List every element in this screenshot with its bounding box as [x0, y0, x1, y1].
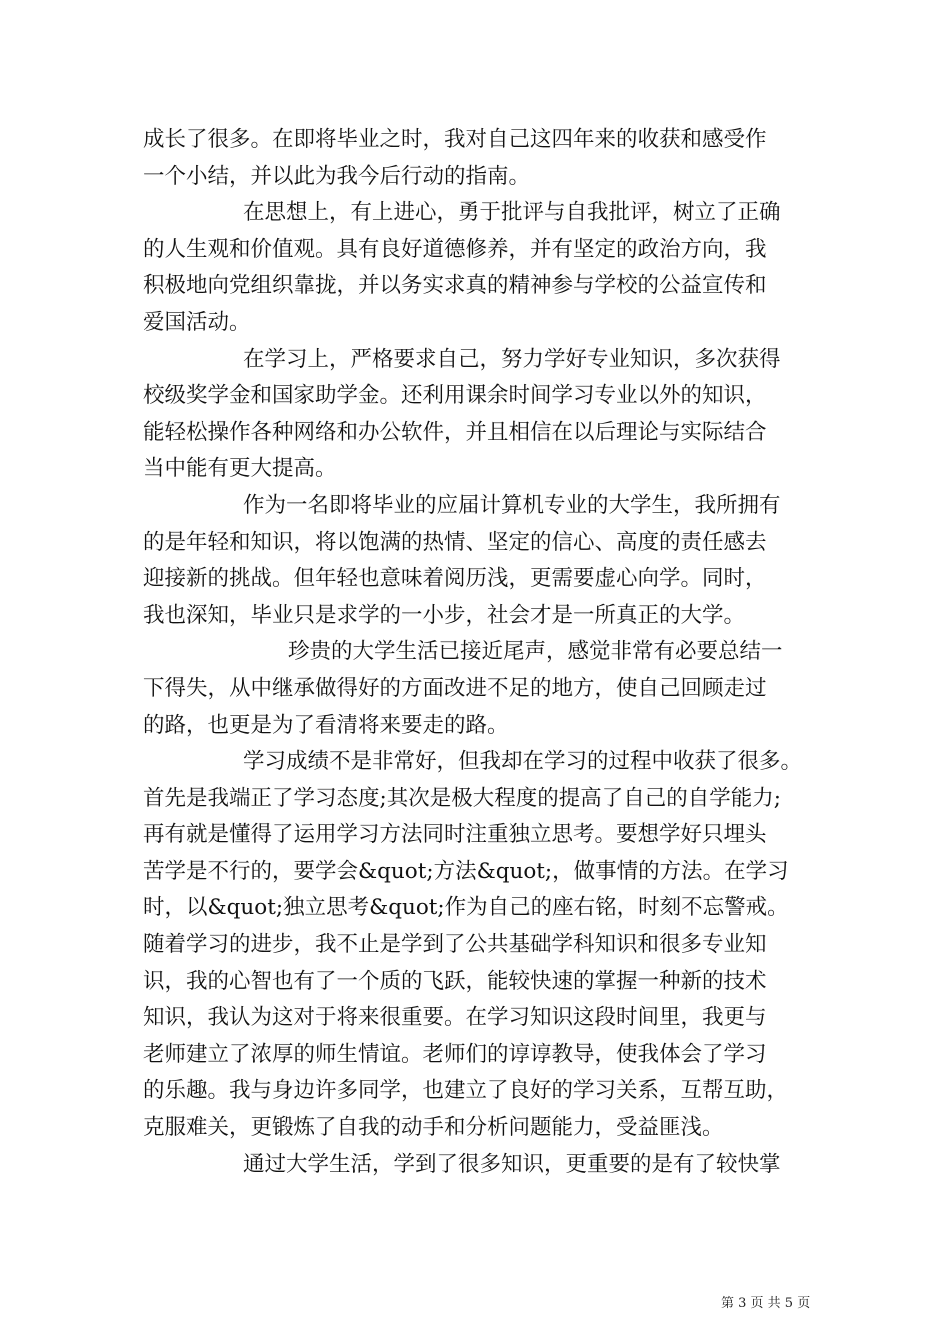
text-line: 知识，我认为这对于将来很重要。在学习知识这段时间里，我更与: [143, 1005, 767, 1031]
text-line: 的是年轻和知识，将以饱满的热情、坚定的信心、高度的责任感去: [143, 529, 767, 555]
text-line: 通过大学生活，学到了很多知识，更重要的是有了较快掌: [243, 1151, 781, 1177]
text-line: 在学习上，严格要求自己，努力学好专业知识，多次获得: [243, 346, 781, 372]
text-line: 下得失，从中继承做得好的方面改进不足的地方，使自己回顾走过: [143, 675, 767, 701]
text-line: 迎接新的挑战。但年轻也意味着阅历浅，更需要虚心向学。同时，: [143, 566, 767, 592]
text-line: 当中能有更大提高。: [143, 456, 337, 482]
document-body: [143, 122, 823, 1183]
text-line: 识，我的心智也有了一个质的飞跃，能较快速的掌握一种新的技术: [143, 968, 767, 994]
text-line: 爱国活动。: [143, 309, 251, 335]
page-number-footer: 第 3 页 共 5 页: [721, 1296, 811, 1311]
text-line: 再有就是懂得了运用学习方法同时注重独立思考。要想学好只埋头: [143, 822, 767, 848]
text-line: 积极地向党组织靠拢，并以务实求真的精神参与学校的公益宣传和: [143, 273, 767, 299]
text-line: 苦学是不行的，要学会&quot;方法&quot;，做事情的方法。在学习: [143, 858, 789, 884]
text-line: 随着学习的进步，我不止是学到了公共基础学科知识和很多专业知: [143, 932, 767, 958]
text-line: 首先是我端正了学习态度;其次是极大程度的提高了自己的自学能力;: [143, 785, 781, 811]
text-line: 的乐趣。我与身边许多同学，也建立了良好的学习关系，互帮互助，: [143, 1078, 789, 1104]
text-line: 我也深知，毕业只是求学的一小步，社会才是一所真正的大学。: [143, 602, 746, 628]
text-line: 的路，也更是为了看清将来要走的路。: [143, 712, 509, 738]
text-line: 在思想上，有上进心，勇于批评与自我批评，树立了正确: [243, 200, 781, 226]
text-line: 珍贵的大学生活已接近尾声，感觉非常有必要总结一: [288, 639, 783, 665]
text-line: 成长了很多。在即将毕业之时，我对自己这四年来的收获和感受作: [143, 127, 767, 152]
text-line: 的人生观和价值观。具有良好道德修养，并有坚定的政治方向，我: [143, 236, 767, 262]
text-line: 学习成绩不是非常好，但我却在学习的过程中收获了很多。: [243, 749, 803, 775]
text-line: 作为一名即将毕业的应届计算机专业的大学生，我所拥有: [243, 492, 781, 518]
text-line: 老师建立了浓厚的师生情谊。老师们的谆谆教导，使我体会了学习: [143, 1041, 767, 1067]
text-line: 克服难关，更锻炼了自我的动手和分析问题能力，受益匪浅。: [143, 1115, 724, 1141]
text-line: 能轻松操作各种网络和办公软件，并且相信在以后理论与实际结合: [143, 419, 767, 445]
text-line: 校级奖学金和国家助学金。还利用课余时间学习专业以外的知识，: [143, 383, 767, 409]
text-line: 一个小结，并以此为我今后行动的指南。: [143, 163, 531, 189]
text-line: 时，以&quot;独立思考&quot;作为自己的座右铭，时刻不忘警戒。: [143, 895, 789, 921]
